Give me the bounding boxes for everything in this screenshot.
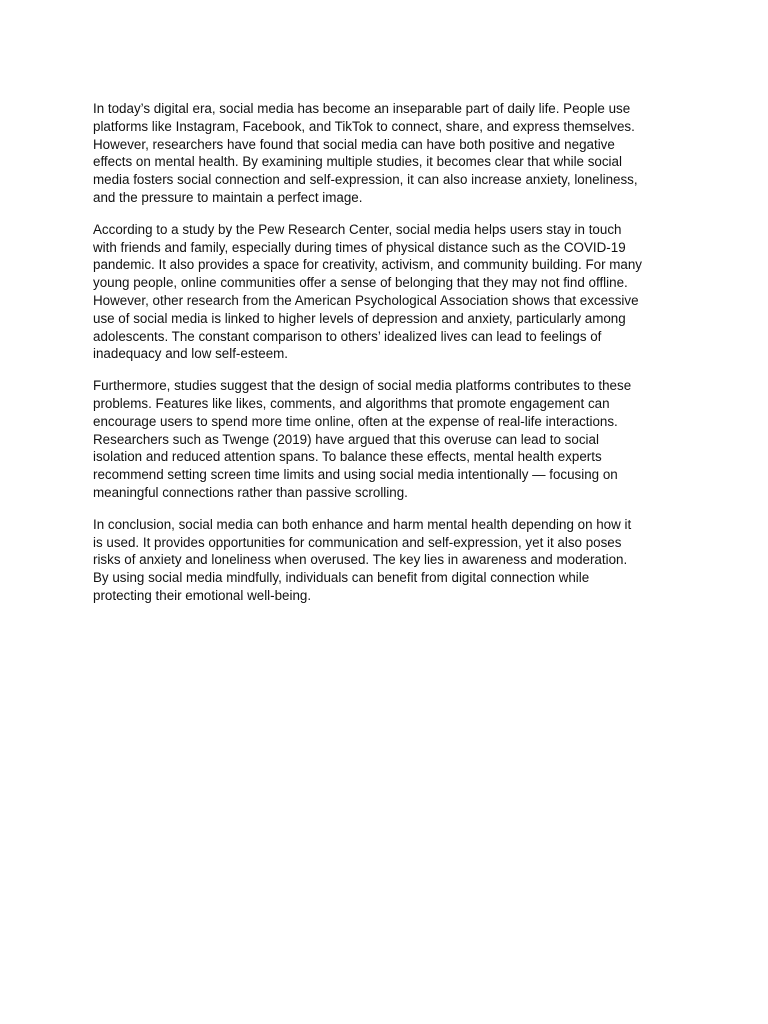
text-line: isolation and reduced attention spans. To balance these effects, mental health experts bbox=[93, 449, 602, 465]
text-line: use of social media is linked to higher levels of depression and anxiety, particularly among bbox=[93, 310, 626, 326]
text-line: with friends and family, especially during times of physical distance such as the COVID-19 bbox=[93, 239, 626, 255]
text-line: According to a study by the Pew Research Center, social media helps users stay in touch bbox=[93, 221, 622, 237]
text-line: By using social media mindfully, individuals can benefit from digital connection while bbox=[93, 570, 590, 586]
text-line: platforms like Instagram, Facebook, and TikTok to connect, share, and express themselves. bbox=[93, 118, 635, 134]
text-line: is used. It provides opportunities for communication and self-expression, yet it also poses bbox=[93, 534, 622, 550]
text-line: recommend setting screen time limits and using social media intentionally — focusing on bbox=[93, 467, 618, 483]
text-line: In today’s digital era, social media has become an inseparable part of daily life. People use bbox=[93, 101, 631, 116]
paragraph-intro bbox=[93, 100, 685, 207]
document-body bbox=[93, 100, 685, 619]
text-line: Researchers such as Twenge (2019) have argued that this overuse can lead to social bbox=[93, 431, 599, 447]
text-line: protecting their emotional well-being. bbox=[93, 587, 312, 603]
text-line: media fosters social connection and self-expression, it can also increase anxiety, loneliness, bbox=[93, 172, 638, 188]
paragraph-conclusion bbox=[93, 516, 685, 605]
text-line: inadequacy and low self-esteem. bbox=[93, 346, 289, 362]
text-line: risks of anxiety and loneliness when overused. The key lies in awareness and moderation. bbox=[93, 552, 628, 568]
text-line: effects on mental health. By examining multiple studies, it becomes clear that while social bbox=[93, 154, 622, 170]
text-line: and the pressure to maintain a perfect image. bbox=[93, 189, 363, 205]
text-line: young people, online communities offer a sense of belonging that they may not find offline. bbox=[93, 275, 628, 291]
text-line: In conclusion, social media can both enhance and harm mental health depending on how it bbox=[93, 516, 632, 532]
text-line: However, other research from the American Psychological Association shows that excessive bbox=[93, 292, 639, 308]
paragraph-pew-study bbox=[93, 221, 685, 363]
text-line: problems. Features like likes, comments, and algorithms that promote engagement can bbox=[93, 395, 610, 411]
paragraph-platform-design bbox=[93, 377, 685, 502]
text-line: Furthermore, studies suggest that the design of social media platforms contributes to these bbox=[93, 378, 632, 394]
text-line: encourage users to spend more time online, often at the expense of real-life interactions. bbox=[93, 413, 618, 429]
text-line: However, researchers have found that social media can have both positive and negative bbox=[93, 136, 615, 152]
text-line: meaningful connections rather than passive scrolling. bbox=[93, 484, 408, 500]
text-line: pandemic. It also provides a space for creativity, activism, and community building. For many bbox=[93, 257, 642, 273]
text-line: adolescents. The constant comparison to others’ idealized lives can lead to feelings of bbox=[93, 328, 602, 344]
